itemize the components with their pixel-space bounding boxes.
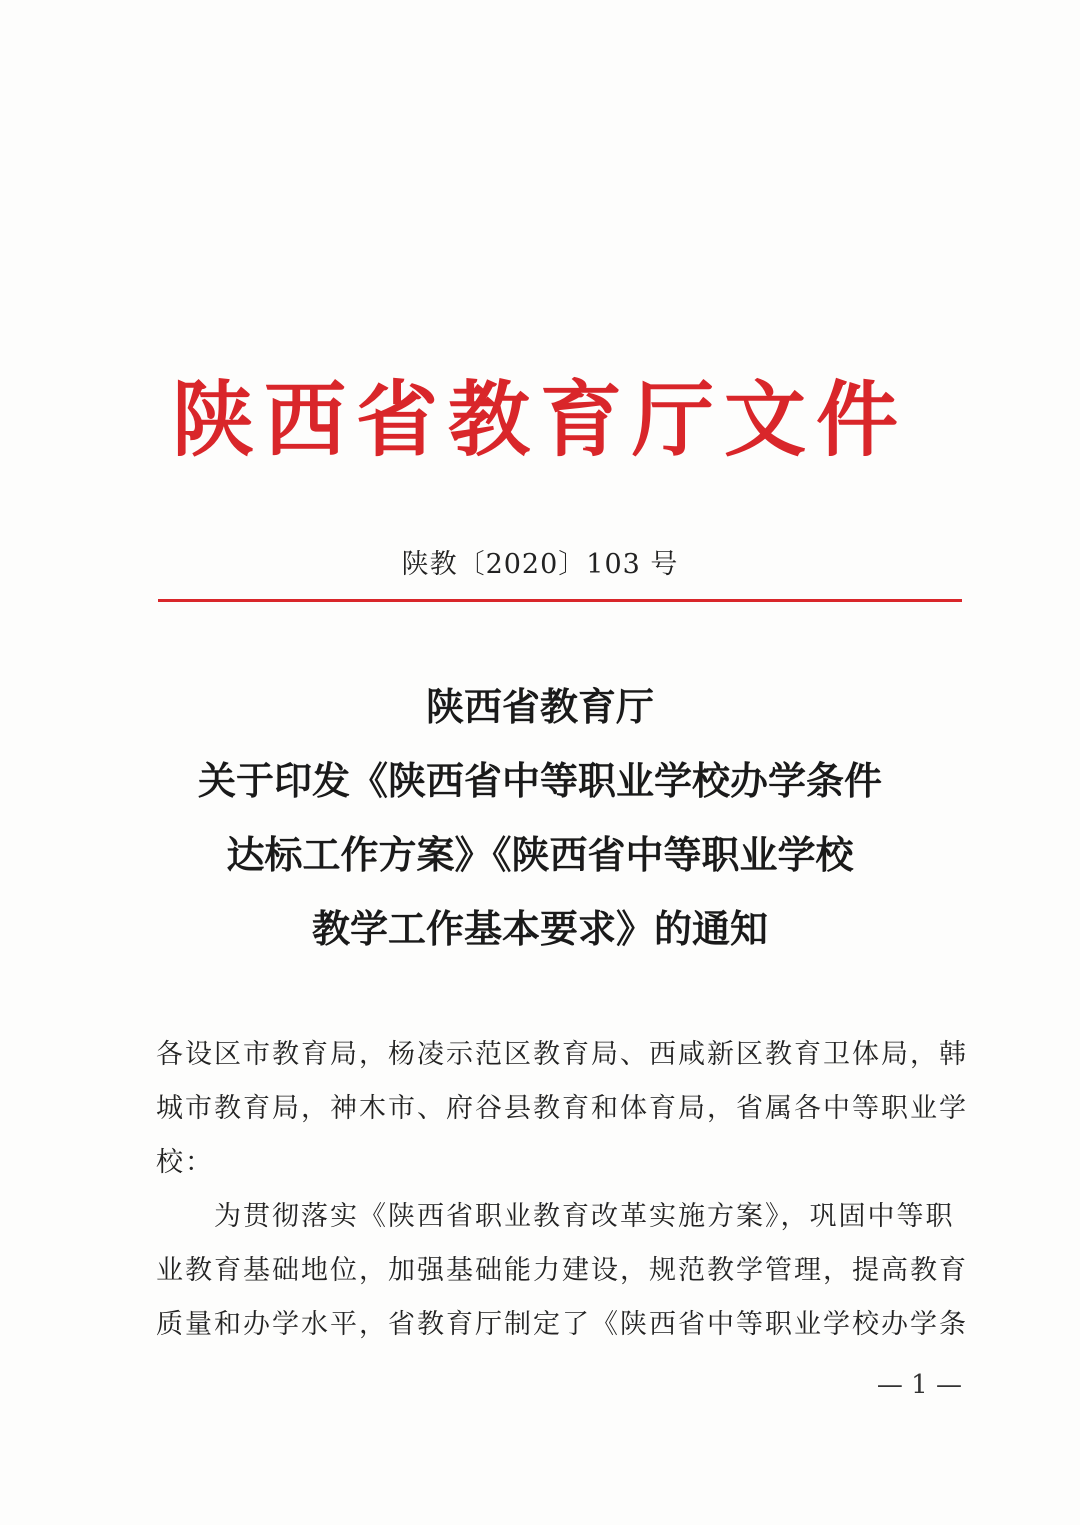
red-divider-line: [158, 599, 962, 602]
document-number: 陕教〔2020〕103 号: [401, 549, 679, 580]
paragraph-line: 为贯彻落实《陕西省职业教育改革实施方案》，巩固中等职: [214, 1201, 955, 1232]
addressee-line: 校：: [156, 1147, 214, 1178]
notice-title: [0, 670, 1080, 966]
addressee-line: 各设区市教育局，杨凌示范区教育局、西咸新区教育卫体局，韩: [156, 1039, 968, 1070]
title-line: 陕西省教育厅: [425, 685, 654, 729]
title-line: 关于印发《陕西省中等职业学校办学条件: [197, 759, 882, 803]
masthead-title: 陕西省教育厅文件: [171, 372, 908, 468]
title-line: 教学工作基本要求》的通知: [311, 907, 768, 951]
paragraph-line: 业教育基础地位，加强基础能力建设，规范教学管理，提高教育: [156, 1255, 968, 1286]
page-number: — 1 —: [876, 1370, 962, 1400]
title-line: 达标工作方案》《陕西省中等职业学校: [226, 833, 854, 877]
addressee-line: 城市教育局，神木市、府谷县教育和体育局，省属各中等职业学: [156, 1093, 968, 1124]
paragraph-line: 质量和办学水平，省教育厅制定了《陕西省中等职业学校办学条: [156, 1309, 968, 1340]
body-text: [156, 1028, 968, 1352]
